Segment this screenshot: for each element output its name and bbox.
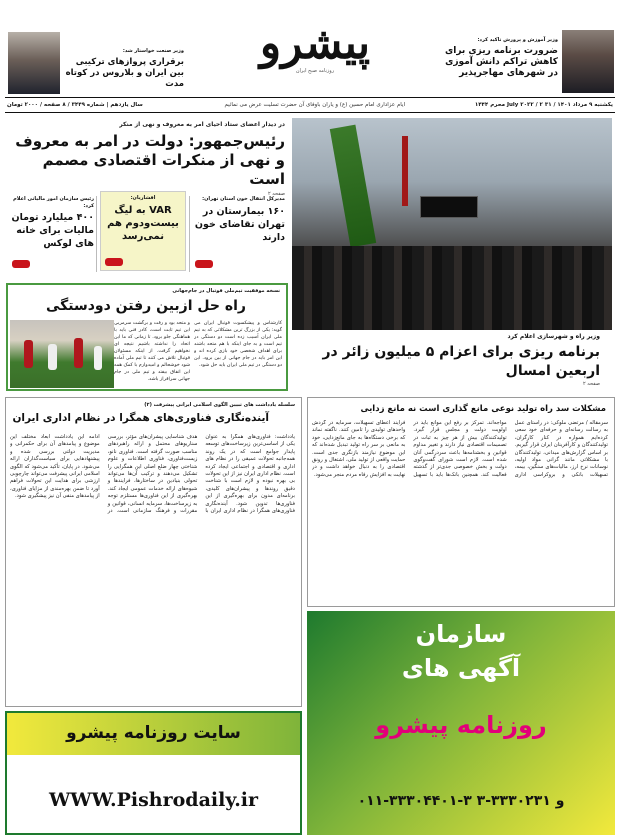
player-3: [74, 338, 83, 368]
football-headline: راه حل ازبین رفتن دودستگی: [45, 298, 246, 314]
logo-tagline: روزنامه صبح ایران: [295, 68, 335, 74]
arbaeen-more: صفحه ۲: [583, 380, 600, 387]
tech-article[interactable]: [5, 397, 302, 707]
brief-tax-badge: [12, 260, 30, 268]
top-left-kicker: وزیر صنعت خواستار شد:: [122, 48, 184, 54]
brief-blood-headline: ۱۶۰ بیمارستان در تهران تقاضای خون دارند: [194, 205, 285, 243]
production-body: سرمقاله / مرتضی ملوکی: در راستای عمل به رسالت رسانه‌ای و حرفه‌ای خود سعی کرده‌ایم همواره در کنار کارگران، تولیدکنندگان و کارآفرینان ایران قرار گیریم. بر اساس گزارش‌های میدانی، تولیدکنندگان با مشکلاتی مانند گرانی مواد اولیه، نوسانات نرخ ارز، مالیات‌های سنگین، بیمه، تسهیلات بانکی و بروکراسی اداری مواجه‌اند. تمرکز بر رفع این موانع باید در اولویت دولت و مجلس قرار گیرد. تولیدکنندگان بیش از هر چیز به ثبات در تصمیمات اقتصادی نیاز دارند و تغییر مداوم قوانین و بخشنامه‌ها باعث سردرگمی آنان شده است. لازم است شورای گفت‌وگوی دولت و بخش خصوصی جدی‌تر از گذشته فعالیت کند. همچنین بانک‌ها باید با تسهیل فرایند اعطای تسهیلات، سرمایه در گردش واحدهای تولیدی را تامین کنند. ناگفته نماند که برخی دستگاه‌ها به جای مانع‌زدایی، خود به مانعی بر سر راه تولید تبدیل شده‌اند که این موضوع نیازمند بازنگری جدی است. حمایت واقعی از تولید ملی، اشتغال و رونق اقتصادی را به دنبال خواهد داشت و در نهایت به افزایش رفاه مردم منجر می‌شود.: [312, 420, 608, 478]
tech-kicker: سلسله یادداشت های تبیین الگوی اسلامی ایرانی پیشرفت (۲): [144, 402, 295, 408]
brief-var-kicker: افشاریان:: [130, 195, 156, 201]
player-1: [24, 340, 33, 368]
top-right-kicker: وزیر آموزش و پرورش تاکید کرد:: [477, 37, 558, 43]
top-left-story[interactable]: [64, 48, 184, 90]
lead-kicker: در دیدار اعضای ستاد احیای امر به معروف و نهی از منکر: [119, 121, 285, 128]
brief-divider-2: [189, 196, 190, 272]
date-bar-bottom-rule: [5, 112, 615, 113]
ad-site-url[interactable]: WWW.Pishrodaily.ir: [48, 789, 259, 811]
ad-org-phones: ۰۱۱-۳۳۳۰۴۴۰۱-۳ و ۳۳۳۰۲۳۱-۳: [357, 793, 565, 809]
ad-site-title: سایت روزنامه پیشرو: [66, 723, 241, 743]
arbaeen-story[interactable]: [292, 333, 608, 387]
brief-blood-kicker: مدیرکل انتقال خون استان تهران:: [202, 196, 285, 202]
production-article[interactable]: [307, 397, 615, 607]
brief-tax-kicker: رئیس سازمان امور مالیاتی اعلام کرد:: [13, 196, 94, 209]
logo-text: پیشرو: [259, 18, 371, 69]
motto-line: ایام عزاداری امام حسین (ع) و یاران باوفای آن حضرت تسلیت عرض می نمائیم: [224, 102, 405, 108]
black-banner: [420, 196, 478, 218]
lead-headline: رئیس‌جمهور: دولت در امر به معروف و نهی از منکرات اقتصادی مصمم است: [15, 131, 285, 188]
ad-org-line3: روزنامه پیشرو: [375, 711, 547, 739]
tech-headline: آینده‌نگاری فناوری‌های همگرا در نظام اداری ایران: [12, 412, 269, 424]
top-right-story[interactable]: [440, 37, 558, 79]
issue-line: سال یازدهم | شماره ۳۴۴۹ / ۸ صفحه / ۲۰۰۰ تومان: [7, 102, 143, 108]
brief-var-headline: VAR به لیگ بیست‌ودوم هم نمی‌رسد: [107, 204, 179, 242]
brief-blood-badge: [195, 260, 213, 268]
football-body-left: و متحد بود و رفت و برگشت سرمربی این تیم ثابت است، کادر فنی باید با هماهنگی جلو برود. تا زمانی که ما این اتحاد را نداشته باشیم نتیجه ای نخواهیم گرفت. از اینکه مسئولان فوتبال تلاش می کنند تا تیم ملی آماده شود خوشحالم و امیدوارم با کمک همه این اتفاق بیفتد و تیم ملی در جام جهانی سرافراز باشد.: [114, 321, 190, 382]
date-bar-top-rule: [5, 97, 615, 98]
crowd: [292, 246, 612, 330]
date-bar: [5, 99, 615, 111]
brief-tax-headline: ۴۰۰ میلیارد تومان مالیات برای خانه های لوکس: [11, 212, 94, 249]
football-body-right: کارشناس و پیشکسوت فوتبال ایران می گوید: یکی از بزرگ ترین مشکلاتی که به تیم ملی ایران آسیب زده است دو دستگی در تیم است و به جای اینکه با هم متحد باشند برای اهداف شخصی خود بازی کرده اند و این امر باید در جام جهانی از بین برود. این دو دستگی در تیم ملی ایران باید حل شود.: [194, 321, 282, 368]
player-2: [48, 344, 57, 370]
football-kicker: نسخه موفقیت تیم‌ملی فوتبال در جام‌جهانی: [172, 288, 280, 294]
player-4: [94, 346, 102, 370]
ad-site[interactable]: [5, 711, 302, 835]
football-box[interactable]: [6, 283, 288, 391]
green-flag: [330, 125, 376, 248]
brief-tax[interactable]: [10, 196, 94, 274]
minister-industry-photo: [8, 32, 60, 94]
tech-body: یادداشت: فناوری‌های همگرا به عنوان یکی از اساسی‌ترین زیرساخت‌های توسعه پایدار جوامع است که در یک روند همه‌جانبه تحولات عمیقی را در نظام های اداری و اقتصادی و اجتماعی ایجاد کرده است. نظام اداری ایران نیز از این تحولات بی بهره نبوده و لازم است با شناخت دقیق روندها و پیشران‌های کلیدی، برنامه‌ای مدون برای بهره‌گیری از این فناوری‌ها تدوین شود. آینده‌نگاری فناوری‌های همگرا در نظام اداری ایران با هدف شناسایی پیشران‌های مؤثر، بررسی سناریوهای محتمل و ارائه راهبردهای مناسب صورت گرفته است. فناوری نانو، زیست‌فناوری، فناوری اطلاعات و علوم شناختی چهار ضلع اصلی این همگرایی را تشکیل می‌دهند و ترکیب آن‌ها می‌تواند تحولی بنیادین در ساختارها، فرایندها و شیوه‌های ارائه خدمات عمومی ایجاد کند. بهره‌گیری از این فناوری‌ها مستلزم توجه به زیرساخت‌ها، سرمایه انسانی، قوانین و مقررات و فرهنگ سازمانی است. در ادامه این یادداشت ابعاد مختلف این موضوع و پیامدهای آن برای حکمرانی و مدیریت دولتی بررسی شده و پیشنهادهایی برای سیاست‌گذاران ارائه می‌شود. در پایان، تأکید می‌شود که الگوی اسلامی ایرانی پیشرفت می‌تواند چارچوبی ارزشی برای هدایت این تحولات فراهم آورد تا ضمن بهره‌مندی از مزایای فناوری، از پیامدهای منفی آن نیز پیشگیری شود.: [10, 434, 295, 515]
date-line: یکشنبه ۹ مرداد ۱۴۰۱ / ۳۱ July ۲۰۲۲ / ۲ محرم ۱۴۴۴: [474, 102, 613, 108]
brief-var-badge: [105, 258, 123, 266]
arbaeen-kicker: وزیر راه و شهرسازی اعلام کرد: [507, 333, 600, 340]
red-flag: [402, 136, 408, 206]
brief-blood[interactable]: [193, 196, 285, 274]
brief-var[interactable]: [100, 191, 186, 271]
lead-more: صفحه ۲: [268, 190, 285, 197]
lead-story[interactable]: [10, 121, 285, 197]
ad-org[interactable]: [307, 611, 615, 835]
minister-education-photo: [562, 30, 614, 93]
arbaeen-headline: برنامه ریزی برای اعزام ۵ میلیون زائر در اربعین امسال: [322, 343, 600, 379]
top-right-headline: ضرورت برنامه ریزی برای کاهش تراکم دانش آموزی در شهرهای مهاجرپذیر: [444, 45, 558, 78]
ad-org-line1: سازمان: [415, 620, 507, 648]
top-left-headline: برقراری پروازهای ترکیبی بین ایران و بلاروس در کوتاه مدت: [65, 56, 184, 89]
ad-org-line2: آگهی های: [401, 654, 521, 682]
arbaeen-photo: [292, 118, 612, 330]
brief-divider-1: [96, 196, 97, 272]
football-photo: [10, 320, 114, 388]
production-headline: مشکلات سد راه تولید نوعی مانع گذاری است نه مانع زدایی: [360, 404, 606, 414]
masthead-logo: [255, 14, 375, 84]
